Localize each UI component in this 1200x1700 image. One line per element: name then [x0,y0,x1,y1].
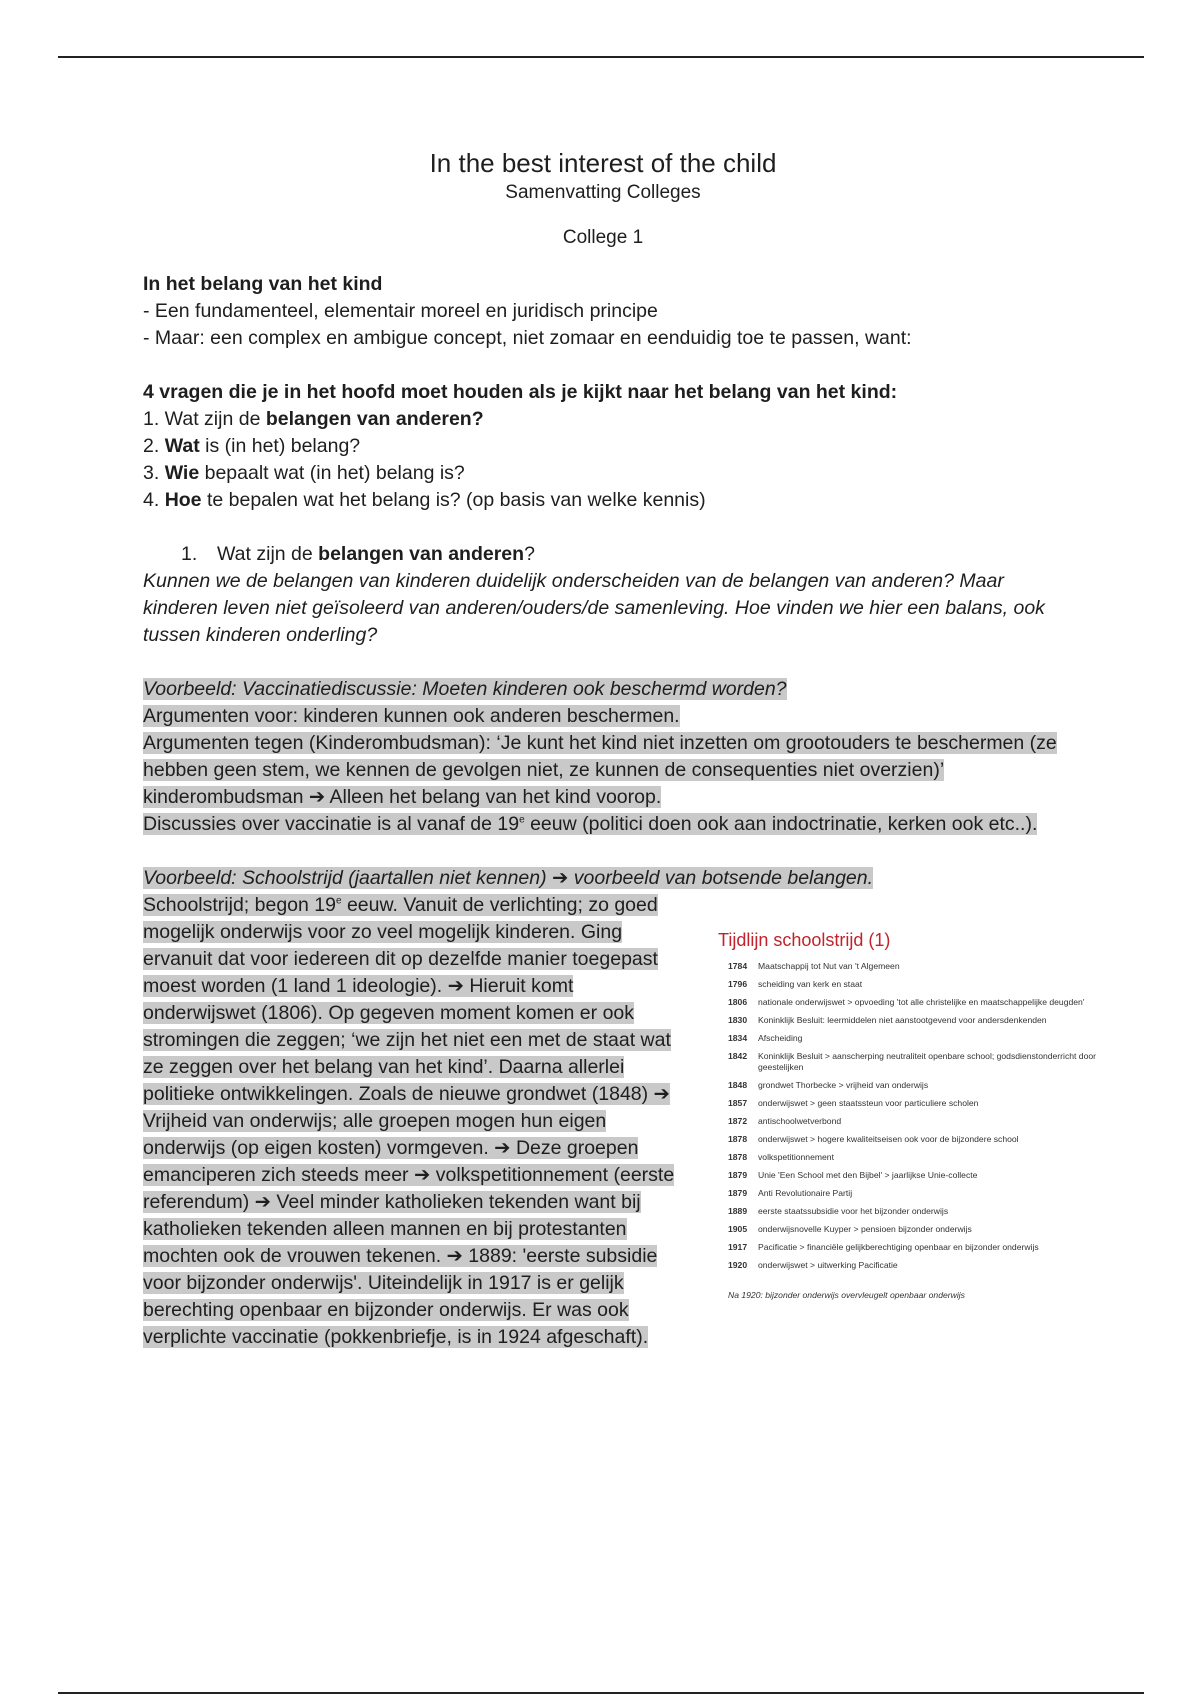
bottom-rule [58,1692,1144,1694]
timeline-row [712,1224,1132,1235]
timeline-year: 1878 [728,1151,748,1162]
question-3: 3. Wie bepaalt wat (in het) belang is? [143,462,465,484]
timeline-row [712,1116,1132,1127]
timeline-rows [712,961,1132,1270]
timeline-year: 1920 [728,1259,748,1270]
timeline-row [712,979,1132,990]
timeline-event: Anti Revolutionaire Partij [758,1187,853,1198]
bullet-line: - Een fundamenteel, elementair moreel en juridisch principe [143,300,658,322]
timeline-row [712,961,1132,972]
timeline-row [712,1260,1132,1271]
example-schoolstrijd-heading: Voorbeeld: Schoolstrijd (jaartallen niet kennen) ➔ voorbeeld van botsende belangen. [143,867,874,889]
timeline-event: onderwijswet > geen staatssteun voor particuliere scholen [758,1097,979,1108]
timeline-year: 1857 [728,1097,748,1108]
timeline-year: 1848 [728,1079,748,1090]
example-line: Argumenten tegen (Kinderombudsman): ‘Je kunt het kind niet inzetten om grootouders te beschermen (ze hebben geen stem, we kennen de gevolgen niet, ze kunnen de consequenties niet overzien)’ kinderombudsman ➔ Alleen het belang van het kind voorop. [143,732,1057,808]
timeline-event: Pacificatie > financiële gelijkberechtiging openbaar en bijzonder onderwijs [758,1241,1039,1252]
timeline-image [712,930,1132,1300]
timeline-year: 1917 [728,1241,748,1252]
college-heading: College 1 [562,227,644,248]
timeline-year: 1878 [728,1133,748,1144]
question-4: 4. Hoe te bepalen wat het belang is? (op basis van welke kennis) [143,489,706,511]
example-schoolstrijd-body: Schoolstrijd; begon 19e eeuw. Vanuit de verlichting; zo goed mogelijk onderwijs voor zo veel mogelijk kinderen. Ging ervanuit dat voor iedereen dit op dezelfde manier toegepast moest worden (1 land 1 ideologie). ➔ Hieruit komt onderwijswet (1806). Op gegeven moment komen er ook stromingen die zeggen; ‘we zijn het niet een met de staat wat ze zeggen over het belang van het kind’. Daarna allerlei politieke ontwikkelingen. Zoals de nieuwe grondwet (1848) ➔ Vrijheid van onderwijs; alle groepen mogen hun eigen onderwijs (op eigen kosten) vormgeven. ➔ Deze groepen emanciperen zich steeds meer ➔ volkspetitionnement (eerste referendum) ➔ Veel minder katholieken tekenden want bij katholieken tekenden alleen mannen en bij protestanten mochten ook de vrouwen tekenen. ➔ 1889: 'eerste subsidie voor bijzonder onderwijs'. Uiteindelijk in 1917 is er gelijk berechting openbaar en bijzonder onderwijs. Er was ook verplichte vaccinatie (pokkenbriefje, is in 1924 afgeschaft). [143,894,675,1348]
example-vaccination [143,676,1063,838]
timeline-event: onderwijswet > uitwerking Pacificatie [758,1259,898,1270]
document-subtitle: Samenvatting Colleges [505,182,701,203]
timeline-note: Na 1920: bijzonder onderwijs overvleugelt openbaar onderwijs [728,1290,965,1300]
timeline-year: 1879 [728,1169,748,1180]
example-heading: Voorbeeld: Vaccinatiediscussie: Moeten kinderen ook beschermd worden? [143,678,787,700]
timeline-row [712,1015,1132,1026]
timeline-year: 1889 [728,1205,748,1216]
timeline-event: volkspetitionnement [758,1151,834,1162]
section-heading: In het belang van het kind [143,273,383,295]
timeline-year: 1834 [728,1033,748,1043]
example-line: Discussies over vaccinatie is al vanaf de 19e eeuw (politici doen ook aan indoctrinatie, kerken ook etc..). [143,813,1038,835]
questions-heading: 4 vragen die je in het hoofd moet houden als je kijkt naar het belang van het kind: [143,381,898,403]
timeline-row [712,1170,1132,1181]
top-rule [58,56,1144,58]
timeline-event: antischoolwetverbond [758,1115,842,1126]
timeline-row [712,1206,1132,1217]
timeline-event: Unie 'Een School met den Bijbel' > jaarlijkse Unie-collecte [758,1169,978,1180]
document-title: In the best interest of the child [429,148,777,178]
timeline-event: onderwijsnovelle Kuyper > pensioen bijzonder onderwijs [758,1223,972,1234]
timeline-event: Maatschappij tot Nut van 't Algemeen [758,961,900,971]
timeline-title: Tijdlijn schoolstrijd (1) [718,930,891,950]
timeline-year: 1879 [728,1187,748,1198]
subsection-question-text: Kunnen we de belangen van kinderen duidelijk onderscheiden van de belangen van anderen? Maar kinderen leven niet geïsoleerd van anderen/ouders/de samenleving. Hoe vinden we hier een balans, ook tussen kinderen onderling? [143,570,1045,646]
timeline-event: scheiding van kerk en staat [758,979,863,989]
timeline-event: Afscheiding [758,1033,803,1043]
timeline-row [712,1098,1132,1109]
timeline-event: eerste staatssubsidie voor het bijzonder onderwijs [758,1205,949,1216]
timeline-row [712,1242,1132,1253]
question-1: 1. Wat zijn de belangen van anderen? [143,408,484,430]
timeline-row [712,1152,1132,1163]
timeline-year: 1842 [728,1051,748,1061]
timeline-year: 1872 [728,1115,748,1126]
timeline-year: 1830 [728,1015,748,1025]
timeline-row [712,1080,1132,1091]
timeline-year: 1784 [728,961,748,971]
timeline-event: nationale onderwijswet > opvoeding 'tot alle christelijke en maatschappelijke deugden' [758,997,1085,1007]
timeline-event: grondwet Thorbecke > vrijheid van onderwijs [758,1079,929,1090]
timeline-row [712,1051,1132,1072]
example-line: Argumenten voor: kinderen kunnen ook anderen beschermen. [143,705,680,727]
timeline-row [712,1188,1132,1199]
timeline-row [712,1134,1132,1145]
timeline-row [712,1033,1132,1044]
timeline-event: Koninklijk Besluit: leermiddelen niet aanstootgevend voor andersdenkenden [758,1015,1047,1025]
timeline-event: Koninklijk Besluit > aanscherping neutraliteit openbare school; godsdienstonderricht door geestelijken [758,1051,1096,1072]
timeline-year: 1806 [728,997,748,1007]
timeline-event: onderwijswet > hogere kwaliteitseisen ook voor de bijzondere school [758,1133,1019,1144]
timeline-year: 1796 [728,979,748,989]
bullet-line: - Maar: een complex en ambigue concept, niet zomaar en eenduidig toe te passen, want: [143,327,912,349]
timeline-year: 1905 [728,1223,748,1234]
question-2: 2. Wat is (in het) belang? [143,435,361,457]
timeline-row [712,997,1132,1008]
subsection-heading: 1. Wat zijn de belangen van anderen? [181,543,535,565]
